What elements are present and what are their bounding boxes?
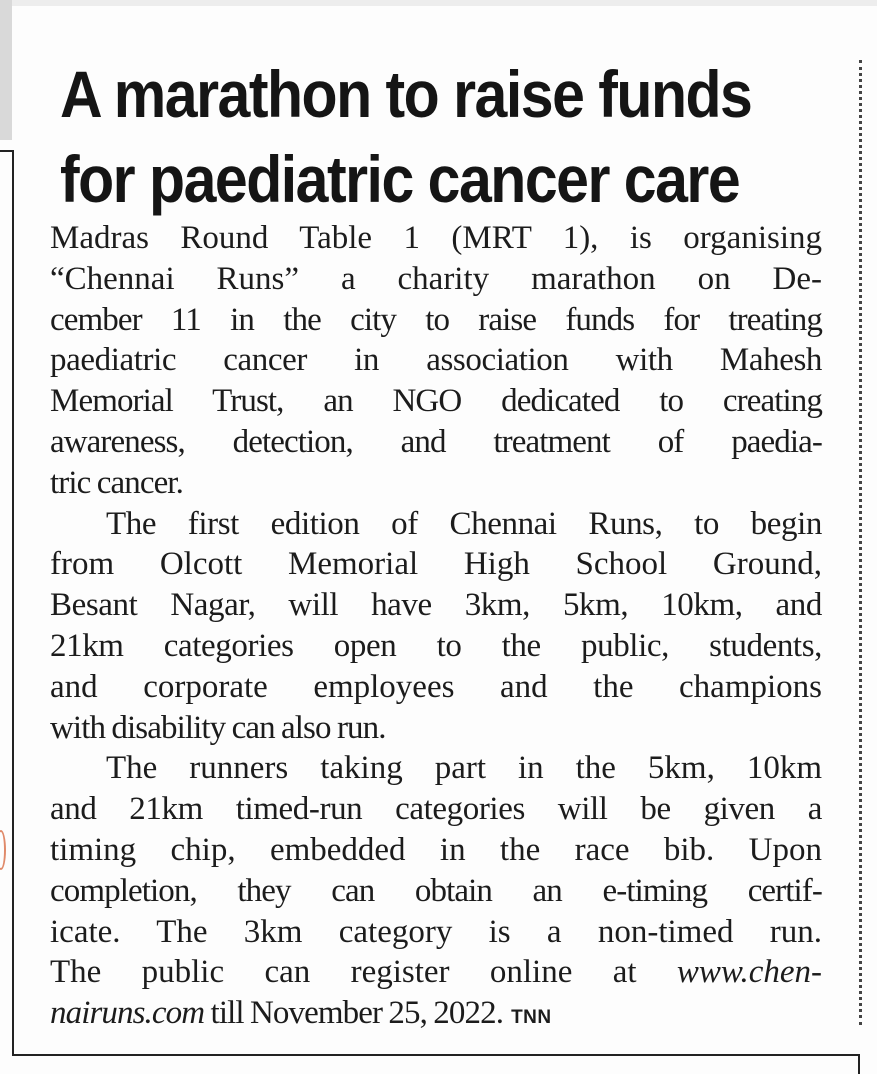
text-line: Madras Round Table 1 (MRT 1), is organising [50,220,822,256]
text-line: tric cancer. [50,464,183,501]
headline-line-2: for paediatric cancer care [60,142,740,217]
text-line [50,993,822,1034]
adjacent-column-edge [0,0,12,140]
text-line: from Olcott Memorial High School Ground, [50,546,822,583]
text-line: and corporate employees and the champions [50,668,822,705]
column-divider-dotted [859,60,862,1025]
deadline-text: till November 25, 2022. [210,995,504,1032]
website-url-part-1: www.chen- [676,954,822,991]
agency-credit: TNN [511,1007,552,1029]
text-line: paediatric cancer in association with Mahesh [50,342,822,379]
text-line: awareness, detection, and treatment of paedia- [50,423,822,460]
left-frame-rule [12,150,14,1056]
register-text: The public can register online at [50,954,637,991]
text-line: with disability can also run. [50,709,386,746]
adjacent-graphic-fragment [0,830,6,870]
paragraph-2 [50,504,822,749]
text-line: Memorial Trust, an NGO dedicated to creating [50,383,822,420]
headline-line-1: A marathon to raise funds [60,57,752,132]
text-line: 21km categories open to the public, students, [50,627,822,664]
text-line: “Chennai Runs” a charity marathon on De- [50,260,822,297]
text-line: The runners taking part in the 5km, 10km [106,750,822,787]
paragraph-3 [50,748,822,1034]
headline [50,52,822,222]
text-line: The first edition of Chennai Runs, to begin [106,505,822,542]
text-line: Besant Nagar, will have 3km, 5km, 10km, and [50,587,822,624]
text-line: cember 11 in the city to raise funds for treating [50,301,822,338]
text-line: icate. The 3km category is a non-timed run. [50,913,822,950]
bottom-frame-rule [12,1054,860,1056]
paragraph-1 [50,218,822,504]
bottom-frame-tick [858,1054,860,1074]
text-line: and 21km timed-run categories will be given a [50,791,822,828]
top-edge [0,0,877,6]
text-line: completion, they can obtain an e-timing certif- [50,872,822,909]
article-body [50,218,822,1034]
text-line: timing chip, embedded in the race bib. Upon [50,831,822,868]
news-article [50,52,822,1034]
website-url-part-2: nairuns.com [50,995,205,1032]
text-line [50,952,822,993]
